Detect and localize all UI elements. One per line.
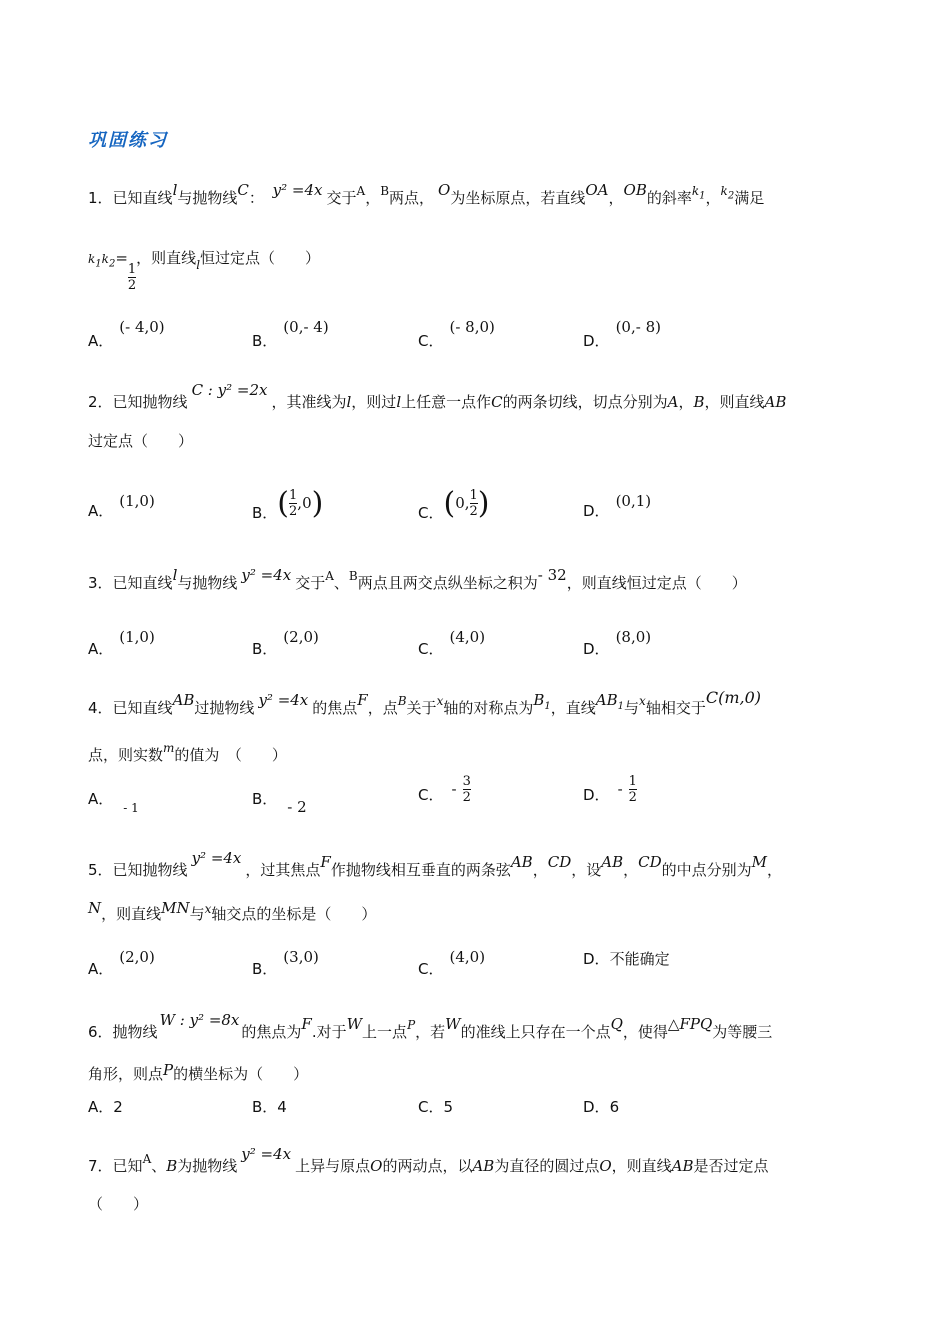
- question-3-option-d[interactable]: D．(8,0): [583, 628, 652, 658]
- question-number: 5．: [88, 861, 113, 879]
- question-1-option-d[interactable]: D．(0,- 8): [583, 318, 661, 350]
- question-5-line-2: N，则直线MN与$^x$轴交点的坐标是（ ）: [88, 899, 377, 923]
- question-number: 4．: [88, 699, 113, 717]
- question-number: 2．: [88, 393, 113, 411]
- question-2-option-c[interactable]: C．(0, $\frac{1}{2}$ ): [418, 486, 490, 522]
- question-1-option-a[interactable]: A．(- 4,0): [88, 318, 165, 350]
- question-1-line-2: $k_1k_2=$ $\frac{1}{2}$ ，则直线$_l$恒过定点（ ）: [88, 249, 321, 293]
- question-6-line-1: 6．抛物线W : y² =8x的焦点为F.对于W上一点$^P$，若W的准线上只存在一个点Q，使得△FPQ为等腰三: [88, 1011, 773, 1041]
- question-2-line-2: 过定点（ ）: [88, 432, 194, 450]
- question-7-line-1: 7．已知$^A$、B为抛物线y² =4x上异与原点O的两动点，以AB为直径的圆过点O，则直线AB是否过定点: [88, 1145, 769, 1175]
- question-5-option-a[interactable]: A．(2,0): [88, 948, 155, 978]
- question-6-option-a[interactable]: A．2: [88, 1098, 123, 1116]
- question-number: 7．: [88, 1157, 113, 1175]
- question-5-option-b[interactable]: B．(3,0): [252, 948, 319, 978]
- question-7-line-2: （ ）: [88, 1195, 149, 1213]
- question-4-option-d[interactable]: D． - $\frac{1}{2}$: [583, 774, 637, 805]
- question-number: 6．: [88, 1023, 113, 1041]
- question-2-option-a[interactable]: A．(1,0): [88, 492, 155, 520]
- question-4-option-a[interactable]: A． $_{- 1}$: [88, 790, 139, 815]
- question-6-option-b[interactable]: B．4: [252, 1098, 287, 1116]
- question-2-line-1: 2．已知抛物线C : y² =2x，其准线为l，则过l上任意一点作C的两条切线，切点分别为A，B，则直线AB: [88, 381, 787, 411]
- question-4-line-2: 点，则实数$^m$的值为 （ ）: [88, 741, 287, 764]
- question-3-option-c[interactable]: C．(4,0): [418, 628, 486, 658]
- equation: y² =4x: [241, 1145, 292, 1163]
- question-2-option-d[interactable]: D．(0,1): [583, 492, 652, 520]
- question-1-option-b[interactable]: B．(0,- 4): [252, 318, 329, 350]
- question-number: 3．: [88, 574, 113, 592]
- question-5-option-c[interactable]: C．(4,0): [418, 948, 486, 978]
- question-4-line-1: 4．已知直线AB过抛物线 y² =4x 的焦点F，点$^B$关于$^x$轴的对称点为$B_1$，直线$AB_1$与$^x$轴相交于C(m,0): [88, 688, 761, 717]
- section-title: 巩固练习: [88, 130, 168, 151]
- question-6-line-2: 角形，则点P的横坐标为（ ）: [88, 1061, 309, 1083]
- equation: y² =4x: [191, 849, 242, 867]
- equation: W : y² =8x: [159, 1011, 240, 1029]
- question-3-line-1: 3．已知直线l与抛物线 y² =4x 交于$^A$、$^B$两点且两交点纵坐标之积为- 32，则直线恒过定点（ ）: [88, 566, 747, 592]
- question-2-option-b[interactable]: B．( $\frac{1}{2}$ ,0): [252, 486, 324, 522]
- equation: C : y² =2x: [191, 381, 268, 399]
- question-1-line-1: 1．已知直线l与抛物线C： y² =4x 交于$^A$，$^B$两点， O为坐标原点，若直线OA，OB的斜率$^{k_1}$，$^{k_2}$满足: [88, 181, 765, 207]
- question-6-option-c[interactable]: C．5: [418, 1098, 454, 1116]
- question-number: 1．: [88, 189, 113, 207]
- question-5-line-1: 5．已知抛物线y² =4x，过其焦点F作抛物线相互垂直的两条弦AB，CD，设AB，CD的中点分别为M，: [88, 849, 783, 879]
- question-1-option-c[interactable]: C．(- 8,0): [418, 318, 495, 350]
- question-3-option-b[interactable]: B．(2,0): [252, 628, 319, 658]
- equation: y² =4x: [258, 691, 309, 709]
- question-5-option-d[interactable]: D．不能确定: [583, 950, 670, 968]
- equation: y² =4x: [241, 566, 292, 584]
- question-3-option-a[interactable]: A．(1,0): [88, 628, 155, 658]
- question-4-option-b[interactable]: B． - 2: [252, 790, 307, 816]
- equation: y² =4x: [272, 181, 323, 199]
- question-6-option-d[interactable]: D．6: [583, 1098, 620, 1116]
- question-4-option-c[interactable]: C． - $\frac{3}{2}$: [418, 774, 471, 805]
